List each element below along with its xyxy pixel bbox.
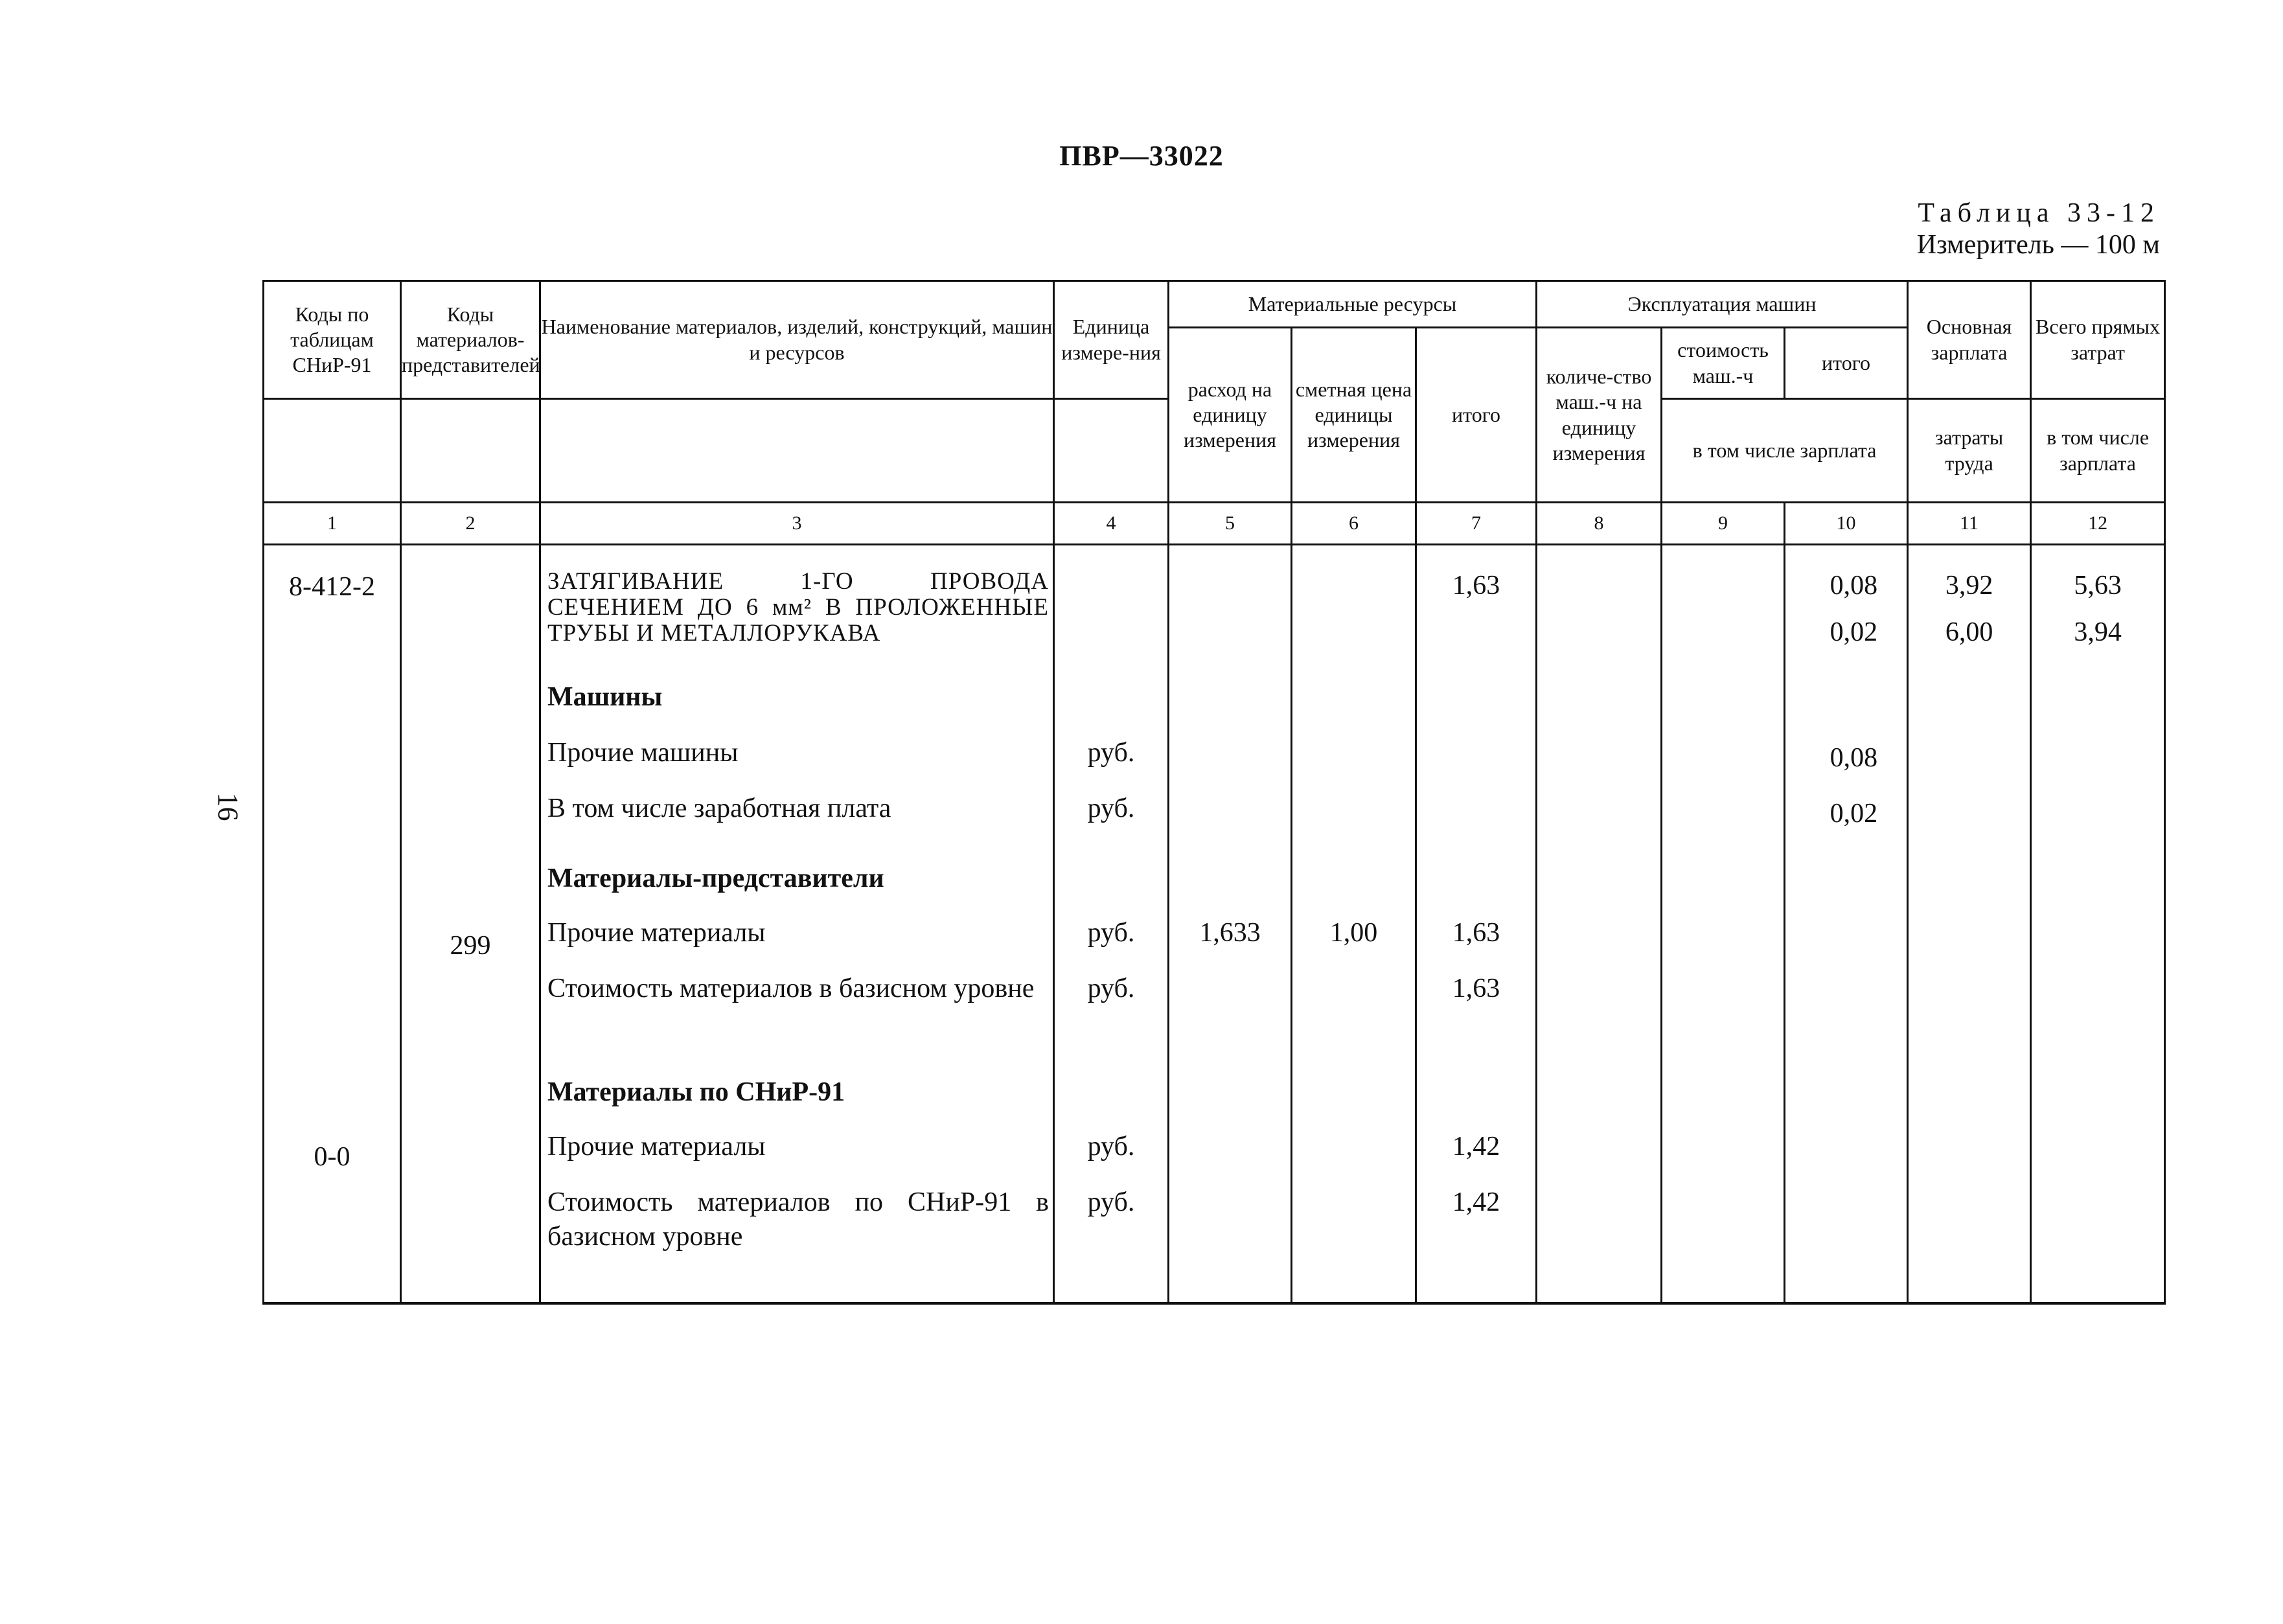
machines-wage-value: 0,02 [1830, 799, 1878, 829]
rep-unit-price: 1,00 [1329, 918, 1378, 948]
machines-wage-name: В том числе заработная плата [547, 794, 891, 823]
col-number: 9 [1662, 503, 1785, 545]
unit: руб. [1087, 1132, 1135, 1161]
rep-other-name: Прочие материалы [547, 918, 766, 948]
header-col3-cont [540, 399, 1054, 503]
labor-cost: 6,00 [1945, 617, 1993, 647]
col-number: 10 [1785, 503, 1908, 545]
body-col10 [1785, 545, 1908, 1304]
body-col12 [2031, 545, 2165, 1304]
col-number: 8 [1537, 503, 1662, 545]
unit: руб. [1087, 794, 1135, 823]
table-label: Таблица 33-12 [1918, 198, 2160, 228]
machines-heading: Машины [547, 682, 663, 712]
header-col9-10-sub: в том числе зарплата [1662, 399, 1908, 503]
col-number: 1 [264, 503, 401, 545]
col-number: 2 [401, 503, 540, 545]
body-col6 [1292, 545, 1416, 1304]
direct-costs-total: 5,63 [2074, 571, 2122, 600]
header-col11-bottom: затраты труда [1908, 399, 2031, 503]
unit: руб. [1087, 1187, 1135, 1217]
unit: руб. [1087, 974, 1135, 1003]
measure-unit: Измеритель — 100 м [1916, 230, 2160, 260]
body-col1 [264, 545, 401, 1304]
rep-cost-name: Стоимость материалов в базисном уровне [547, 974, 1035, 1003]
direct-costs-wage: 3,94 [2074, 617, 2122, 647]
other-machines-total: 0,08 [1830, 743, 1878, 773]
header-col12-top: Всего прямых затрат [2031, 281, 2165, 399]
rep-consumption-rate: 1,633 [1199, 918, 1261, 948]
body-col3 [540, 545, 1054, 1304]
machines-total: 0,08 [1830, 571, 1878, 600]
col-number: 6 [1292, 503, 1416, 545]
header-col8: количе-ство маш.-ч на единицу измерения [1537, 328, 1662, 503]
header-col3: Наименование материалов, изделий, конструкций, машин и ресурсов [540, 281, 1054, 399]
header-col9: стоимость маш.-ч [1662, 328, 1785, 399]
rep-material-code: 299 [450, 931, 491, 961]
header-material-resources: Материальные ресурсы [1169, 281, 1537, 328]
header-col2: Коды материалов-представителей [401, 281, 540, 399]
col-number: 3 [540, 503, 1054, 545]
snir-other-name: Прочие материалы [547, 1132, 766, 1161]
body-col2 [401, 545, 540, 1304]
rep-cost-total: 1,63 [1452, 974, 1500, 1003]
header-machine-operation: Эксплуатация машин [1537, 281, 1908, 328]
machines-wage-total: 0,02 [1830, 617, 1878, 647]
header-col6: сметная цена единицы измерения [1292, 328, 1416, 503]
col-number: 7 [1416, 503, 1537, 545]
other-machines-name: Прочие машины [547, 738, 739, 768]
header-col5: расход на единицу измерения [1169, 328, 1292, 503]
body-col9 [1662, 545, 1785, 1304]
header-col1-cont [264, 399, 401, 503]
document-code: ПВР—33022 [1059, 140, 1224, 172]
header-col4: Единица измере-ния [1054, 281, 1169, 399]
work-name: ЗАТЯГИВАНИЕ 1-ГО ПРОВОДА СЕЧЕНИЕМ ДО 6 мм² В ПРОЛОЖЕННЫЕ ТРУБЫ И МЕТАЛЛОРУКАВА [547, 568, 1049, 646]
page-number: 16 [212, 792, 244, 821]
body-col8 [1537, 545, 1662, 1304]
header-col2-cont [401, 399, 540, 503]
col-number: 4 [1054, 503, 1169, 545]
body-col7 [1416, 545, 1537, 1304]
base-wage: 3,92 [1945, 571, 1993, 600]
header-col7: итого [1416, 328, 1537, 503]
col-number: 12 [2031, 503, 2165, 545]
snir-cost-name: Стоимость материалов по СНиР-91 в базисном уровне [547, 1187, 1049, 1252]
rep-materials-heading: Материалы-представители [547, 863, 884, 893]
snir-other-total: 1,42 [1452, 1132, 1500, 1161]
unit: руб. [1087, 918, 1135, 948]
work-code: 8-412-2 [289, 572, 375, 602]
col-number: 5 [1169, 503, 1292, 545]
header-col4-cont [1054, 399, 1169, 503]
rep-other-total: 1,63 [1452, 918, 1500, 948]
col-number: 11 [1908, 503, 2031, 545]
body-col4 [1054, 545, 1169, 1304]
snir-cost-total: 1,42 [1452, 1187, 1500, 1217]
header-col11-top: Основная зарплата [1908, 281, 2031, 399]
header-col12-bottom: в том числе зарплата [2031, 399, 2165, 503]
cost-table [262, 280, 2166, 1305]
header-col1: Коды по таблицам СНиР-91 [264, 281, 401, 399]
materials-total: 1,63 [1452, 571, 1500, 600]
header-col10: итого [1785, 328, 1908, 399]
body-col5 [1169, 545, 1292, 1304]
snir-code: 0-0 [314, 1142, 350, 1172]
unit: руб. [1087, 738, 1135, 768]
body-col11 [1908, 545, 2031, 1304]
snir-heading: Материалы по СНиР-91 [547, 1077, 845, 1107]
